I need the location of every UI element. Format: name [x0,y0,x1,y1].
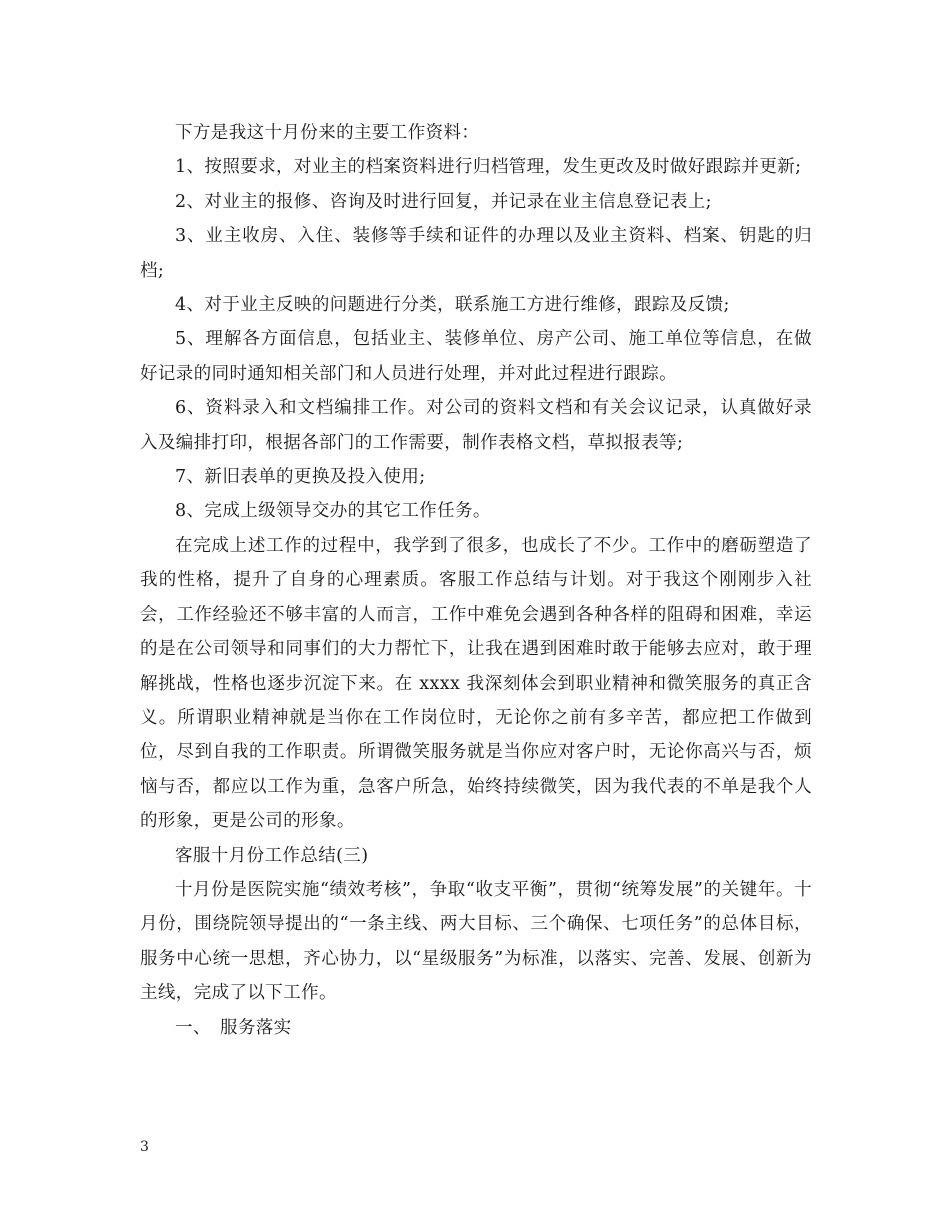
paragraph-item-3: 3、业主收房、入住、装修等手续和证件的办理以及业主资料、档案、钥匙的归档; [140,226,812,281]
paragraph-item-7: 7、新旧表单的更换及投入使用; [175,467,426,488]
paragraph-item-1: 1、按照要求，对业主的档案资料进行归档管理，发生更改及时做好跟踪并更新; [175,157,802,178]
paragraph-item-2: 2、对业主的报修、咨询及时进行回复，并记录在业主信息登记表上; [175,191,712,212]
page-number: 3 [140,1139,149,1155]
paragraph-item-8: 8、完成上级领导交办的其它工作任务。 [175,501,491,522]
paragraph-item-4: 4、对于业主反映的问题进行分类，联系施工方进行维修，跟踪及反馈; [175,295,730,316]
subsection-heading: 一、 服务落实 [175,1017,292,1038]
document-body [140,116,812,1045]
paragraph-summary: 十月份是医院实施“绩效考核”，争取“收支平衡”，贯彻“统筹发展”的关键年。十月份，围绕院领导提出的“一条主线、两大目标、三个确保、七项任务”的总体目标，服务中心统一思想，齐心协力，以“星级服务”为标准，以落实、完善、发展、创新为主线，完成了以下工作。 [140,879,812,1004]
paragraph-intro: 下方是我这十月份来的主要工作资料： [175,123,480,143]
section-heading: 客服十月份工作总结(三) [175,845,369,866]
paragraph-reflection: 在完成上述工作的过程中，我学到了很多，也成长了不少。工作中的磨砺塑造了我的性格，提升了自身的心理素质。客服工作总结与计划。对于我这个刚刚步入社会，工作经验还不够丰富的人而言，工作中难免会遇到各种各样的阻碍和困难，幸运的是在公司领导和同事们的大力帮忙下，让我在遇到困难时敢于能够去应对，敢于理解挑战，性格也逐步沉淀下来。在 xxxx 我深刻体会到职业精神和微笑服务的真正含义。所谓职业精神就是当你在工作岗位时，无论你之前有多辛苦，都应把工作做到位，尽到自我的工作职责。所谓微笑服务就是当你应对客户时，无论你高兴与否，烦恼与否，都应以工作为重，急客户所急，始终持续微笑，因为我代表的不单是我个人的形象，更是公司的形象。 [140,535,812,832]
paragraph-item-5: 5、理解各方面信息，包括业主、装修单位、房产公司、施工单位等信息，在做好记录的同时通知相关部门和人员进行处理，并对此过程进行跟踪。 [140,329,812,384]
paragraph-item-6: 6、资料录入和文档编排工作。对公司的资料文档和有关会议记录，认真做好录入及编排打印，根据各部门的工作需要，制作表格文档，草拟报表等; [140,398,812,453]
